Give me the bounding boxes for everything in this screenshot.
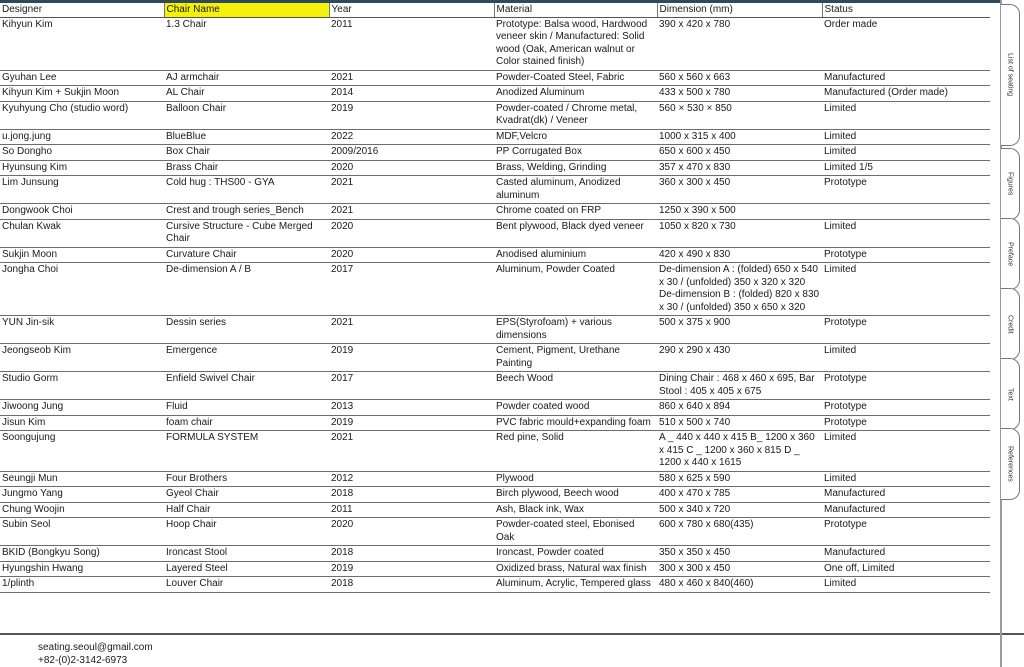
table-row[interactable]	[0, 518, 990, 546]
table-row[interactable]	[0, 372, 990, 400]
cell-year: 2011	[329, 17, 494, 70]
cell-chair-name: Box Chair	[164, 145, 329, 161]
tab-label: Figures	[1006, 172, 1014, 196]
cell-dimension: 650 x 600 x 450	[657, 145, 822, 161]
table-row[interactable]	[0, 344, 990, 372]
cell-chair-name: Balloon Chair	[164, 101, 329, 129]
cell-status: Manufactured (Order made)	[822, 86, 990, 102]
table-row[interactable]	[0, 160, 990, 176]
cell-dimension: 480 x 460 x 840(460)	[657, 577, 822, 593]
cell-material: Powder-coated / Chrome metal, Kvadrat(dk) / Veneer	[494, 101, 657, 129]
cell-material: Oxidized brass, Natural wax finish	[494, 561, 657, 577]
cell-year: 2019	[329, 561, 494, 577]
cell-material: Powder-Coated Steel, Fabric	[494, 70, 657, 86]
table-row[interactable]	[0, 400, 990, 416]
cell-year: 2021	[329, 431, 494, 472]
tab-label: References	[1006, 446, 1014, 482]
cell-material: Cement, Pigment, Urethane Painting	[494, 344, 657, 372]
cell-material: Casted aluminum, Anodized aluminum	[494, 176, 657, 204]
cell-dimension: 350 x 350 x 450	[657, 546, 822, 562]
tab-list-of-seating[interactable]	[1001, 4, 1020, 146]
cell-year: 2012	[329, 471, 494, 487]
cell-chair-name: FORMULA SYSTEM	[164, 431, 329, 472]
cell-designer: Jiwoong Jung	[0, 400, 164, 416]
cell-designer: Jongha Choi	[0, 263, 164, 316]
cell-designer: 1/plinth	[0, 577, 164, 593]
cell-year: 2020	[329, 160, 494, 176]
table-row[interactable]	[0, 502, 990, 518]
cell-dimension: A _ 440 x 440 x 415 B_ 1200 x 360 x 415 C _ 1200 x 360 x 815 D _ 1200 x 440 x 1615	[657, 431, 822, 472]
cell-material: Anodised aluminium	[494, 247, 657, 263]
cell-designer: Kihyun Kim + Sukjin Moon	[0, 86, 164, 102]
contact-email[interactable]: seating.seoul@gmail.com	[38, 642, 153, 653]
cell-material: Bent plywood, Black dyed veneer	[494, 219, 657, 247]
cell-year: 2021	[329, 176, 494, 204]
cell-year: 2017	[329, 372, 494, 400]
cell-designer: Chung Woojin	[0, 502, 164, 518]
cell-dimension: 290 x 290 x 430	[657, 344, 822, 372]
seating-table	[0, 3, 990, 593]
cell-designer: Sukjin Moon	[0, 247, 164, 263]
cell-dimension: 433 x 500 x 780	[657, 86, 822, 102]
cell-status: Limited	[822, 577, 990, 593]
table-row[interactable]	[0, 247, 990, 263]
cell-year: 2014	[329, 86, 494, 102]
cell-year: 2017	[329, 263, 494, 316]
cell-year: 2011	[329, 502, 494, 518]
cell-status: Prototype	[822, 415, 990, 431]
table-row[interactable]	[0, 561, 990, 577]
cell-status: Manufactured	[822, 546, 990, 562]
cell-designer: Kihyun Kim	[0, 17, 164, 70]
cell-dimension: 390 x 420 x 780	[657, 17, 822, 70]
cell-dimension: 357 x 470 x 830	[657, 160, 822, 176]
cell-material: MDF,Velcro	[494, 129, 657, 145]
cell-dimension: 1250 x 390 x 500	[657, 204, 822, 220]
cell-designer: Soongujung	[0, 431, 164, 472]
table-row[interactable]	[0, 577, 990, 593]
cell-dimension: 420 x 490 x 830	[657, 247, 822, 263]
bottom-divider	[0, 633, 1024, 635]
cell-dimension: 560 x 560 x 663	[657, 70, 822, 86]
cell-year: 2019	[329, 415, 494, 431]
cell-year: 2021	[329, 70, 494, 86]
cell-chair-name: De-dimension A / B	[164, 263, 329, 316]
cell-dimension: Dining Chair : 468 x 460 x 695, Bar Stool : 405 x 405 x 675	[657, 372, 822, 400]
column-header-material[interactable]: Material	[494, 3, 657, 17]
tab-label: List of seating	[1006, 53, 1014, 97]
cell-year: 2019	[329, 101, 494, 129]
table-row[interactable]	[0, 86, 990, 102]
cell-status: Limited	[822, 344, 990, 372]
cell-material: Brass, Welding, Grinding	[494, 160, 657, 176]
table-row[interactable]	[0, 431, 990, 472]
cell-chair-name: Gyeol Chair	[164, 487, 329, 503]
cell-material: Beech Wood	[494, 372, 657, 400]
cell-chair-name: Fluid	[164, 400, 329, 416]
header-row	[0, 3, 990, 17]
cell-dimension: 360 x 300 x 450	[657, 176, 822, 204]
cell-year: 2022	[329, 129, 494, 145]
cell-designer: Jeongseob Kim	[0, 344, 164, 372]
column-header-year[interactable]: Year	[329, 3, 494, 17]
table-row[interactable]	[0, 546, 990, 562]
cell-designer: Lim Junsung	[0, 176, 164, 204]
cell-chair-name: Cold hug : THS00 - GYA	[164, 176, 329, 204]
contact-phone: +82-(0)2-3142-6973	[38, 654, 128, 666]
cell-designer: Subin Seol	[0, 518, 164, 546]
table-row[interactable]	[0, 101, 990, 129]
cell-status: Limited	[822, 101, 990, 129]
cell-material: Aluminum, Powder Coated	[494, 263, 657, 316]
column-header-chair-name[interactable]: Chair Name	[164, 3, 329, 17]
cell-year: 2019	[329, 344, 494, 372]
cell-designer: u.jong.jung	[0, 129, 164, 145]
cell-designer: Hyungshin Hwang	[0, 561, 164, 577]
cell-chair-name: Ironcast Stool	[164, 546, 329, 562]
cell-designer: Dongwook Choi	[0, 204, 164, 220]
cell-chair-name: Brass Chair	[164, 160, 329, 176]
cell-designer: Jisun Kim	[0, 415, 164, 431]
table-row[interactable]	[0, 415, 990, 431]
cell-material: Prototype: Balsa wood, Hardwood veneer skin / Manufactured: Solid wood (Oak, American walnut or Color stained finish)	[494, 17, 657, 70]
cell-chair-name: Curvature Chair	[164, 247, 329, 263]
cell-chair-name: Cursive Structure - Cube Merged Chair	[164, 219, 329, 247]
cell-status: Order made	[822, 17, 990, 70]
tab-label: Preface	[1006, 241, 1014, 267]
cell-status: Limited	[822, 263, 990, 316]
cell-material: Powder-coated steel, Ebonised Oak	[494, 518, 657, 546]
cell-year: 2021	[329, 204, 494, 220]
cell-status: Prototype	[822, 316, 990, 344]
table-row[interactable]	[0, 129, 990, 145]
cell-chair-name: foam chair	[164, 415, 329, 431]
cell-designer: BKID (Bongkyu Song)	[0, 546, 164, 562]
cell-chair-name: Emergence	[164, 344, 329, 372]
cell-dimension: 500 x 340 x 720	[657, 502, 822, 518]
cell-status: Limited	[822, 129, 990, 145]
table-row[interactable]	[0, 204, 990, 220]
cell-material: Chrome coated on FRP	[494, 204, 657, 220]
cell-status: Limited	[822, 471, 990, 487]
table-row[interactable]	[0, 219, 990, 247]
cell-designer: Hyunsung Kim	[0, 160, 164, 176]
cell-status: Prototype	[822, 518, 990, 546]
cell-designer: Kyuhyung Cho (studio word)	[0, 101, 164, 129]
table-row[interactable]	[0, 263, 990, 316]
column-header-dimension[interactable]: Dimension (mm)	[657, 3, 822, 17]
cell-chair-name: Crest and trough series_Bench	[164, 204, 329, 220]
cell-year: 2018	[329, 487, 494, 503]
cell-material: EPS(Styrofoam) + various dimensions	[494, 316, 657, 344]
cell-designer: YUN Jin-sik	[0, 316, 164, 344]
cell-chair-name: AJ armchair	[164, 70, 329, 86]
cell-material: Anodized Aluminum	[494, 86, 657, 102]
cell-status: Limited	[822, 145, 990, 161]
cell-year: 2018	[329, 577, 494, 593]
cell-status: Prototype	[822, 372, 990, 400]
table-row[interactable]	[0, 70, 990, 86]
column-header-status[interactable]: Status	[822, 3, 990, 17]
cell-dimension: De-dimension A : (folded) 650 x 540 x 30 / (unfolded) 350 x 320 x 320 De-dimension B : (folded) 820 x 830 x 30 / (unfolded) 350 x 650 x 320	[657, 263, 822, 316]
tab-label: Text	[1006, 387, 1014, 401]
cell-chair-name: AL Chair	[164, 86, 329, 102]
cell-dimension: 400 x 470 x 785	[657, 487, 822, 503]
contact-footer	[38, 642, 153, 667]
table-row[interactable]	[0, 176, 990, 204]
column-header-designer[interactable]: Designer	[0, 3, 164, 17]
table-row[interactable]	[0, 316, 990, 344]
cell-chair-name: Half Chair	[164, 502, 329, 518]
table-row[interactable]	[0, 487, 990, 503]
cell-designer: Gyuhan Lee	[0, 70, 164, 86]
tab-figures[interactable]	[1001, 148, 1020, 220]
cell-material: PP Corrugated Box	[494, 145, 657, 161]
cell-status: Prototype	[822, 400, 990, 416]
cell-designer: Jungmo Yang	[0, 487, 164, 503]
cell-chair-name: Dessin series	[164, 316, 329, 344]
tab-text[interactable]	[1001, 358, 1020, 430]
seating-table-container	[0, 3, 990, 593]
cell-year: 2021	[329, 316, 494, 344]
cell-designer: Seungji Mun	[0, 471, 164, 487]
cell-status: Limited	[822, 431, 990, 472]
cell-status: Limited	[822, 219, 990, 247]
cell-dimension: 1000 x 315 x 400	[657, 129, 822, 145]
cell-dimension: 600 x 780 x 680(435)	[657, 518, 822, 546]
cell-material: Red pine, Solid	[494, 431, 657, 472]
cell-status: Manufactured	[822, 487, 990, 503]
cell-chair-name: 1.3 Chair	[164, 17, 329, 70]
table-row[interactable]	[0, 145, 990, 161]
cell-material: Ash, Black ink, Wax	[494, 502, 657, 518]
cell-designer: So Dongho	[0, 145, 164, 161]
tab-references[interactable]	[1001, 428, 1020, 500]
cell-material: Ironcast, Powder coated	[494, 546, 657, 562]
cell-material: Plywood	[494, 471, 657, 487]
cell-material: Powder coated wood	[494, 400, 657, 416]
cell-year: 2020	[329, 247, 494, 263]
cell-status: Manufactured	[822, 70, 990, 86]
cell-year: 2018	[329, 546, 494, 562]
cell-chair-name: Louver Chair	[164, 577, 329, 593]
cell-status	[822, 204, 990, 220]
cell-material: Aluminum, Acrylic, Tempered glass	[494, 577, 657, 593]
cell-dimension: 580 x 625 x 590	[657, 471, 822, 487]
table-row[interactable]	[0, 471, 990, 487]
cell-year: 2009/2016	[329, 145, 494, 161]
cell-material: PVC fabric mould+expanding foam	[494, 415, 657, 431]
tab-label: Credit	[1006, 314, 1014, 334]
cell-dimension: 560 × 530 × 850	[657, 101, 822, 129]
cell-dimension: 1050 x 820 x 730	[657, 219, 822, 247]
cell-chair-name: Hoop Chair	[164, 518, 329, 546]
tab-credit[interactable]	[1001, 288, 1020, 360]
cell-designer: Studio Gorm	[0, 372, 164, 400]
cell-chair-name: Four Brothers	[164, 471, 329, 487]
cell-chair-name: BlueBlue	[164, 129, 329, 145]
cell-material: Birch plywood, Beech wood	[494, 487, 657, 503]
tab-preface[interactable]	[1001, 218, 1020, 290]
table-row[interactable]	[0, 17, 990, 70]
cell-status: One off, Limited	[822, 561, 990, 577]
cell-status: Prototype	[822, 176, 990, 204]
cell-dimension: 510 x 500 x 740	[657, 415, 822, 431]
cell-chair-name: Layered Steel	[164, 561, 329, 577]
table-body	[0, 17, 990, 592]
cell-status: Prototype	[822, 247, 990, 263]
cell-dimension: 300 x 300 x 450	[657, 561, 822, 577]
cell-dimension: 860 x 640 x 894	[657, 400, 822, 416]
cell-chair-name: Enfield Swivel Chair	[164, 372, 329, 400]
cell-status: Limited 1/5	[822, 160, 990, 176]
cell-year: 2020	[329, 219, 494, 247]
cell-designer: Chulan Kwak	[0, 219, 164, 247]
side-tab-bar	[1001, 0, 1024, 520]
cell-status: Manufactured	[822, 502, 990, 518]
cell-year: 2013	[329, 400, 494, 416]
cell-year: 2020	[329, 518, 494, 546]
cell-dimension: 500 x 375 x 900	[657, 316, 822, 344]
